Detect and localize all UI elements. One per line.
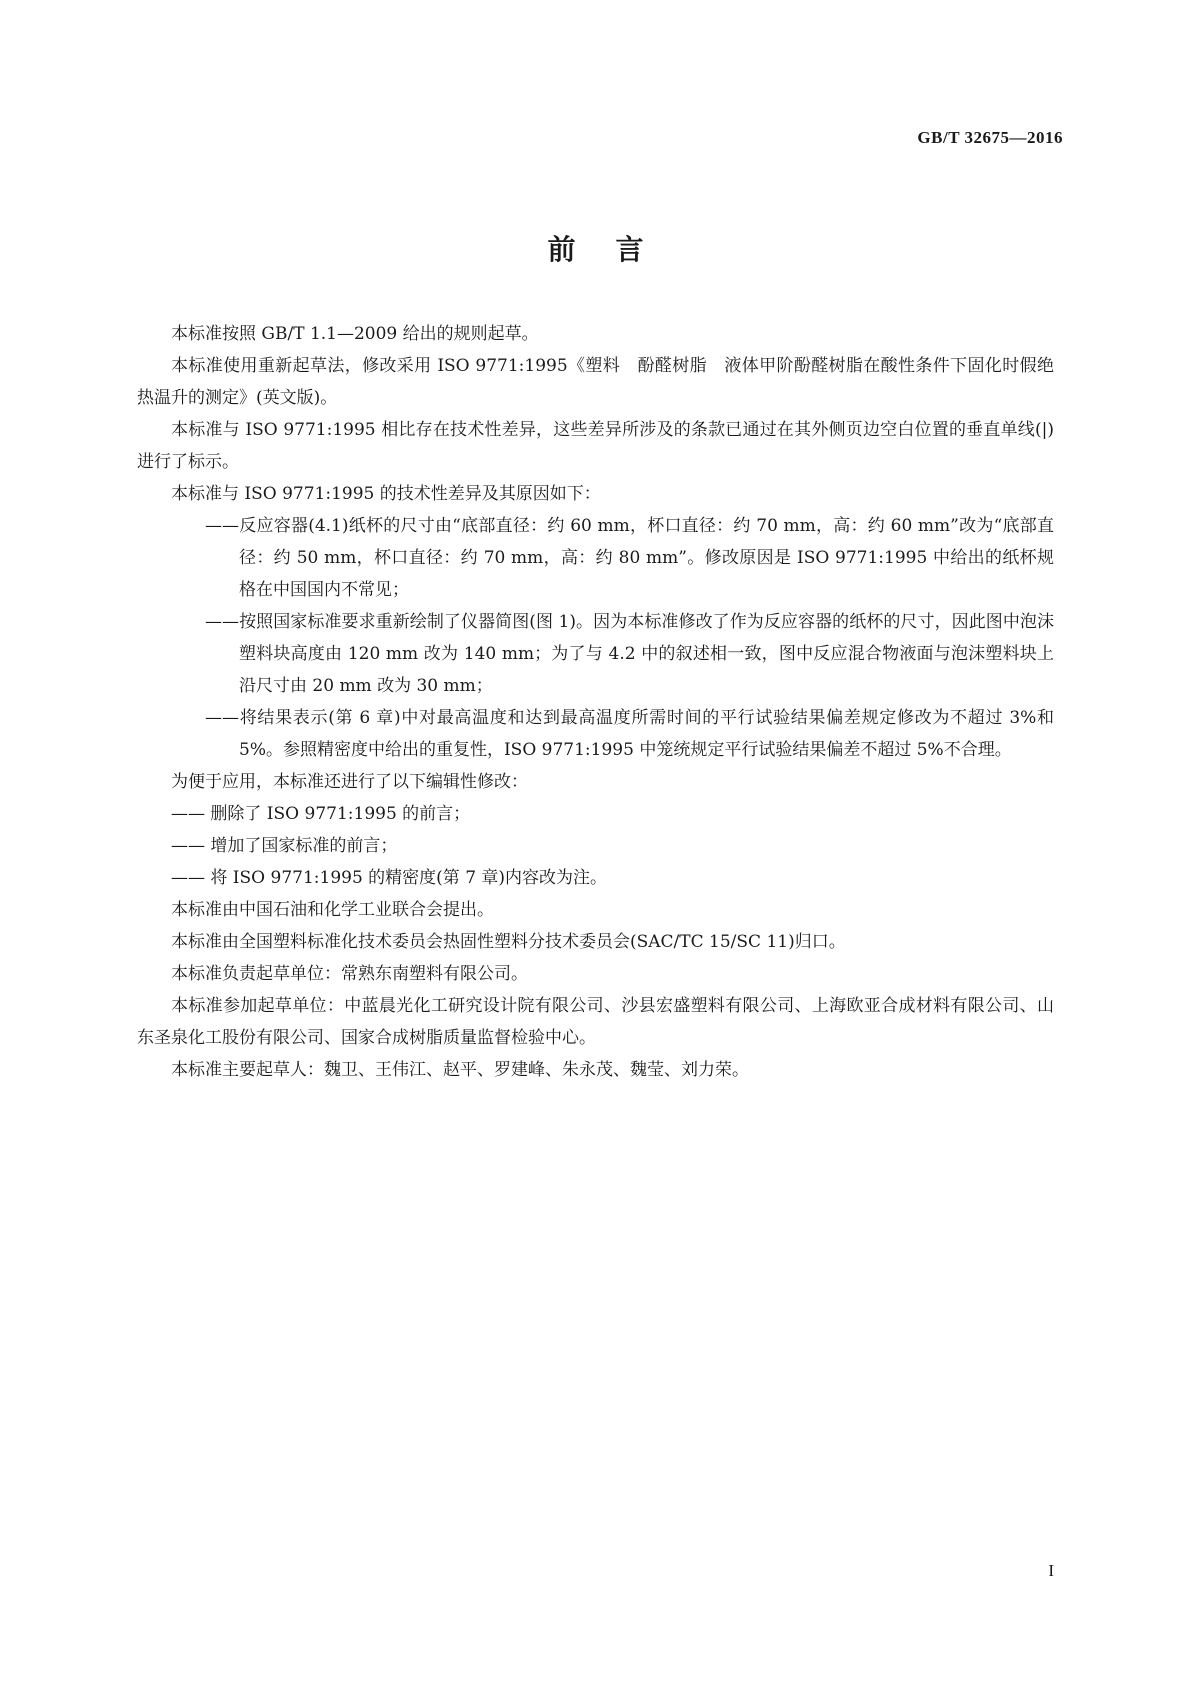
editorial-item-1 xyxy=(137,798,1054,830)
difference-text: 按照国家标准要求重新绘制了仪器简图(图 1)。因为本标准修改了作为反应容器的纸杯的尺寸，因此图中泡沫塑料块高度由 120 mm 改为 140 mm；为了与 4.2 中的叙述相一致，图中反应混合物液面与泡沫塑料块上沿尺寸由 20 mm 改为 30 mm； xyxy=(239,612,1054,696)
difference-text: 反应容器(4.1)纸杯的尺寸由“底部直径：约 60 mm，杯口直径：约 70 mm，高：约 60 mm”改为“底部直径：约 50 mm，杯口直径：约 70 mm，高：约 80 mm”。修改原因是 ISO 9771:1995 中给出的纸杯规格在中国国内不常见； xyxy=(239,516,1054,600)
editorial-text: 将 ISO 9771:1995 的精密度(第 7 章)内容改为注。 xyxy=(210,868,608,888)
dash-mark: —— xyxy=(205,708,239,728)
paragraph-main-drafters: 本标准主要起草人：魏卫、王伟江、赵平、罗建峰、朱永茂、魏莹、刘力荣。 xyxy=(171,1060,749,1080)
editorial-item-3 xyxy=(137,862,1054,894)
difference-item-2 xyxy=(171,606,1054,702)
editorial-text: 删除了 ISO 9771:1995 的前言； xyxy=(210,804,471,824)
dash-mark: —— xyxy=(205,612,239,632)
dash-mark: —— xyxy=(171,868,205,888)
paragraph-proposer: 本标准由中国石油和化学工业联合会提出。 xyxy=(171,900,494,920)
page-title: 前言 xyxy=(547,233,684,266)
difference-item-1 xyxy=(171,510,1054,606)
paragraph-lead-drafter: 本标准负责起草单位：常熟东南塑料有限公司。 xyxy=(171,964,528,984)
dash-mark: —— xyxy=(205,516,239,536)
paragraph-drafting-rules: 本标准按照 GB/T 1.1—2009 给出的规则起草。 xyxy=(171,324,539,344)
paragraph-differences-note: 本标准与 ISO 9771:1995 相比存在技术性差异，这些差异所涉及的条款已通过在其外侧页边空白位置的垂直单线(|)进行了标示。 xyxy=(137,420,1054,472)
editorial-item-2 xyxy=(137,830,1054,862)
editorial-text: 增加了国家标准的前言； xyxy=(210,836,398,856)
page-number: I xyxy=(1048,1561,1054,1580)
paragraph-editorial-intro: 为便于应用，本标准还进行了以下编辑性修改： xyxy=(171,772,528,792)
paragraph-committee: 本标准由全国塑料标准化技术委员会热固性塑料分技术委员会(SAC/TC 15/SC 11)归口。 xyxy=(171,932,846,952)
foreword-body xyxy=(137,318,1054,1086)
paragraph-participating-drafters: 本标准参加起草单位：中蓝晨光化工研究设计院有限公司、沙县宏盛塑料有限公司、上海欧亚合成材料有限公司、山东圣泉化工股份有限公司、国家合成树脂质量监督检验中心。 xyxy=(137,996,1054,1048)
paragraph-adoption: 本标准使用重新起草法，修改采用 ISO 9771:1995《塑料 酚醛树脂 液体甲阶酚醛树脂在酸性条件下固化时假绝热温升的测定》(英文版)。 xyxy=(137,356,1054,408)
difference-text: 将结果表示(第 6 章)中对最高温度和达到最高温度所需时间的平行试验结果偏差规定修改为不超过 3%和 5%。参照精密度中给出的重复性，ISO 9771:1995 中笼统规定平行试验结果偏差不超过 5%不合理。 xyxy=(239,708,1054,760)
standard-code: GB/T 32675—2016 xyxy=(917,128,1063,147)
dash-mark: —— xyxy=(171,804,205,824)
difference-item-3 xyxy=(171,702,1054,766)
paragraph-differences-intro: 本标准与 ISO 9771:1995 的技术性差异及其原因如下： xyxy=(171,484,601,504)
dash-mark: —— xyxy=(171,836,205,856)
